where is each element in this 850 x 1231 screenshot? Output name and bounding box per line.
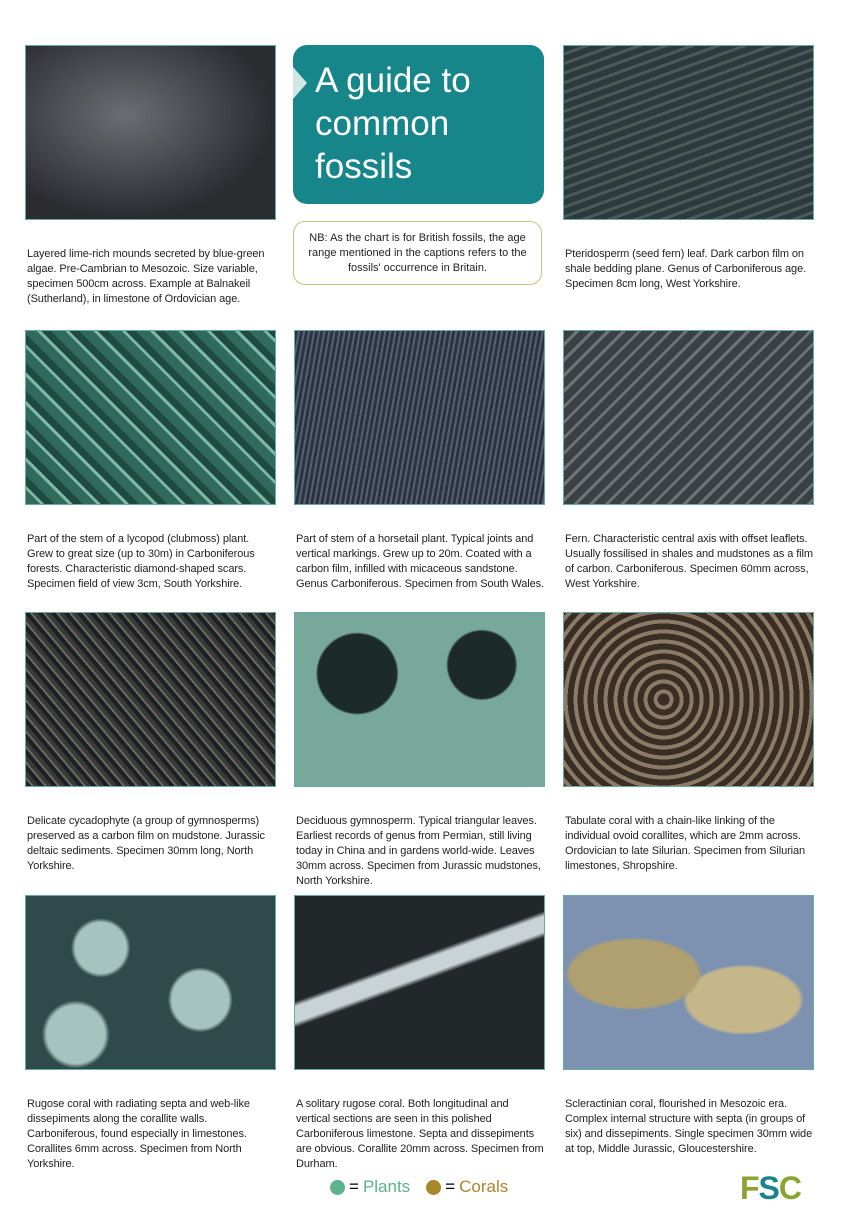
fossil-photo bbox=[294, 612, 545, 787]
fossil-name: Mariopteris bbox=[583, 507, 665, 524]
fossil-photo bbox=[25, 895, 276, 1070]
fossil-number: 10. bbox=[298, 1072, 319, 1089]
fossil-caption-bar bbox=[25, 1070, 276, 1091]
fossil-card-williamsonia bbox=[25, 612, 276, 874]
fossil-name: Ginkgo bbox=[314, 789, 367, 806]
fossil-caption-bar bbox=[25, 505, 276, 526]
page-title bbox=[315, 59, 471, 188]
fossil-number: 8. bbox=[567, 789, 580, 806]
fossil-photo bbox=[294, 330, 545, 505]
fossil-number: 2. bbox=[567, 222, 580, 239]
fossil-name: Alethopteris bbox=[583, 222, 672, 239]
legend-plants: Plants bbox=[362, 1177, 411, 1196]
legend-equals: = bbox=[445, 1177, 456, 1196]
fossil-number: 9. bbox=[29, 1072, 42, 1089]
fossil-number: 1. bbox=[29, 222, 42, 239]
fossil-description: Scleractinian coral, flourished in Mesozoic era. Complex internal structure with septa (in groups of six) and dissepiments. Single specimen 30mm wide at top, Middle Jurassic, Gloucestershire. bbox=[565, 1098, 813, 1155]
fossil-description: Fern. Characteristic central axis with offset leaflets. Usually fossilised in shales and mudstones as a film of carbon. Carboniferous. Specimen 60mm across, West Yorkshire. bbox=[565, 533, 813, 590]
fossil-description: Layered lime-rich mounds secreted by blue-green algae. Pre-Cambrian to Mesozoic. Size variable, specimen 500cm across. Example at Balnakeil (Sutherland), in limestone of Ordovician age. bbox=[27, 248, 265, 305]
fossil-card-stromatolite bbox=[25, 45, 276, 307]
fossil-number: 5. bbox=[567, 507, 580, 524]
fossil-card-lonsdaleia bbox=[25, 895, 276, 1172]
fossil-description: Pteridosperm (seed fern) leaf. Dark carbon film on shale bedding plane. Genus of Carboniferous age. Specimen 8cm long, West Yorkshire. bbox=[565, 248, 807, 290]
fossil-description: Rugose coral with radiating septa and web-like dissepiments along the corallite walls. Carboniferous, found especially in limestones. Corallites 6mm across. Specimen from North Yorkshire. bbox=[27, 1098, 250, 1170]
fossil-number: 7. bbox=[298, 789, 311, 806]
fossil-caption-bar bbox=[25, 220, 276, 241]
fossil-photo bbox=[563, 45, 814, 220]
fossil-card-mariopteris bbox=[563, 330, 814, 592]
fossil-caption-bar bbox=[563, 220, 814, 241]
fossil-caption-bar bbox=[294, 505, 545, 526]
fossil-description: Part of the stem of a lycopod (clubmoss) plant. Grew to great size (up to 30m) in Carboniferous forests. Characteristic diamond-shaped scars. Specimen field of view 3cm, South Yorkshire. bbox=[27, 533, 255, 590]
fossil-name: Halysites bbox=[583, 789, 650, 806]
fossil-description: Part of stem of a horsetail plant. Typical joints and vertical markings. Grew up to 20m. Coated with a carbon film, infilled with micaceous sandstone. Genus Carboniferous. Specimen from South Wales. bbox=[296, 533, 545, 590]
fossil-photo bbox=[563, 330, 814, 505]
fossil-name: Dibunophyllum bbox=[323, 1072, 433, 1089]
title-panel bbox=[293, 45, 544, 204]
fossil-card-lepidodendron bbox=[25, 330, 276, 592]
fossil-description: Tabulate coral with a chain-like linking of the individual ovoid corallites, which are 2mm across. Ordovician to late Silurian. Specimen from Silurian limestones, Shropshire. bbox=[565, 815, 806, 872]
title-line: common bbox=[315, 104, 450, 143]
fossil-number: 6. bbox=[29, 789, 42, 806]
legend-corals: Corals bbox=[459, 1177, 509, 1196]
fossil-card-dibunophyllum bbox=[294, 895, 545, 1172]
fossil-card-calamites bbox=[294, 330, 545, 592]
fossil-name: Williamsonia bbox=[45, 789, 138, 806]
fossil-caption-bar bbox=[294, 787, 545, 808]
fossil-name: Thecosmilia bbox=[590, 1072, 678, 1089]
fossil-card-halysites bbox=[563, 612, 814, 874]
legend bbox=[330, 1177, 508, 1197]
title-line: A guide to bbox=[315, 61, 471, 100]
fossil-photo bbox=[25, 45, 276, 220]
fossil-number: 11. bbox=[567, 1072, 587, 1089]
fossil-card-alethopteris bbox=[563, 45, 814, 292]
legend-equals: = bbox=[349, 1177, 359, 1196]
fossil-photo bbox=[563, 612, 814, 787]
fossil-name: Calamites bbox=[314, 507, 386, 524]
fossil-photo bbox=[563, 895, 814, 1070]
fossil-name: Stromatolite bbox=[45, 222, 134, 239]
fossil-name: Lonsdaleia bbox=[45, 1072, 125, 1089]
plants-dot-icon bbox=[330, 1180, 345, 1195]
fossil-name: Lepidodendron bbox=[45, 507, 155, 524]
fossil-description: A solitary rugose coral. Both longitudinal and vertical sections are seen in this polished Carboniferous limestone. Septa and dissepiments are obvious. Corallite 20mm across. Specimen from Durham. bbox=[296, 1098, 544, 1170]
title-line: fossils bbox=[315, 147, 413, 186]
corals-dot-icon bbox=[426, 1180, 441, 1195]
fsc-logo: FSC bbox=[740, 1170, 801, 1206]
fossil-number: 4. bbox=[298, 507, 311, 524]
fossil-description: Deciduous gymnosperm. Typical triangular leaves. Earliest records of genus from Permian, still living today in China and in gardens world-wide. Leaves 30mm across. Specimen from Jurassic mudstones, North Yorkshire. bbox=[296, 815, 541, 887]
fossil-number: 3. bbox=[29, 507, 42, 524]
fossil-photo bbox=[25, 612, 276, 787]
fossil-photo bbox=[294, 895, 545, 1070]
fossil-caption-bar bbox=[294, 1070, 545, 1091]
fossil-caption-bar bbox=[563, 787, 814, 808]
fossil-caption-bar bbox=[563, 505, 814, 526]
fossil-description: Delicate cycadophyte (a group of gymnosperms) preserved as a carbon film on mudstone. Jurassic deltaic sediments. Specimen 30mm long, North Yorkshire. bbox=[27, 815, 265, 872]
fossil-photo bbox=[25, 330, 276, 505]
note-box: NB: As the chart is for British fossils, the age range mentioned in the captions refers to the fossils' occurrence in Britain. bbox=[293, 221, 542, 285]
fossil-caption-bar bbox=[25, 787, 276, 808]
fossil-card-thecosmilia bbox=[563, 895, 814, 1157]
fossil-caption-bar bbox=[563, 1070, 814, 1091]
fossil-card-ginkgo bbox=[294, 612, 545, 889]
arrow-icon bbox=[293, 67, 307, 99]
